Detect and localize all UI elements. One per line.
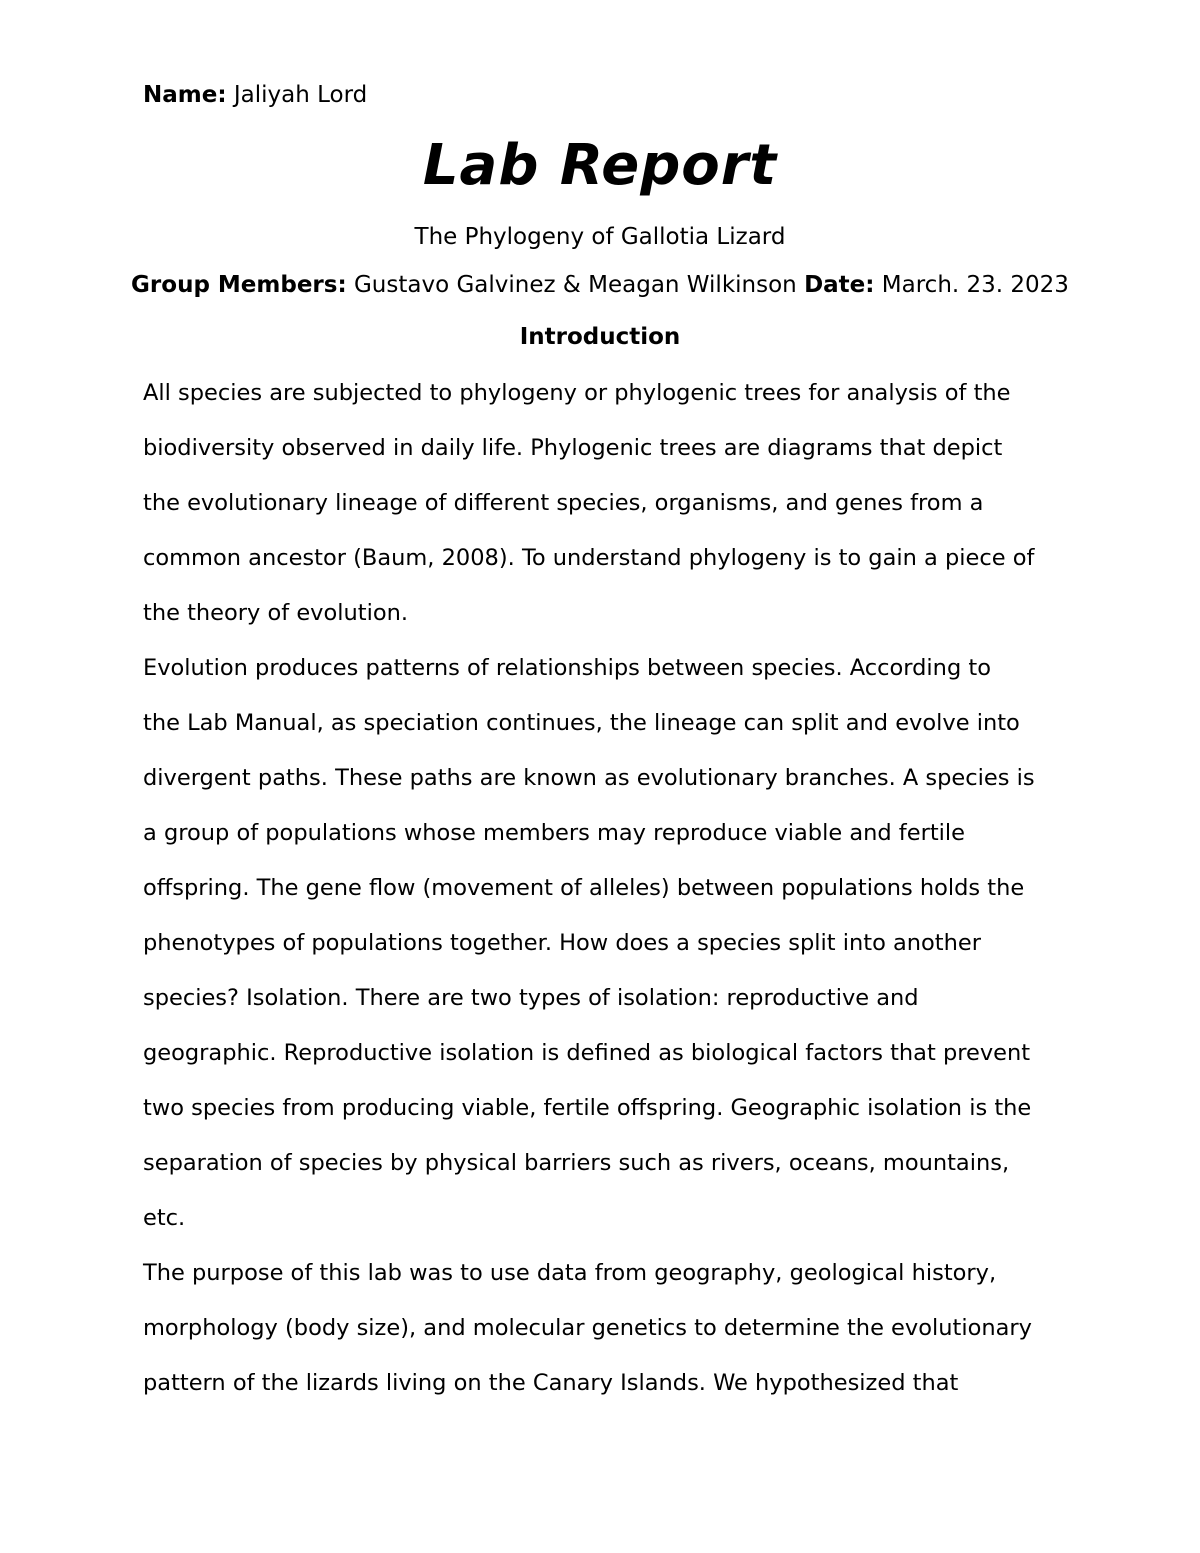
name-label: Name: [143, 82, 227, 108]
group-members-label: Group Members: [131, 272, 347, 298]
body-line: Evolution produces patterns of relationships between species. According to [143, 655, 991, 681]
page-title: Lab Report [422, 133, 778, 198]
body-line: pattern of the lizards living on the Canary Islands. We hypothesized that [143, 1370, 959, 1396]
body-line: biodiversity observed in daily life. Phylogenic trees are diagrams that depict [143, 435, 1003, 461]
body-line: separation of species by physical barriers such as rivers, oceans, mountains, [143, 1150, 1010, 1176]
body-line: the evolutionary lineage of different species, organisms, and genes from a [143, 490, 984, 516]
body-line: etc. [143, 1205, 186, 1231]
body-line: the Lab Manual, as speciation continues, the lineage can split and evolve into [143, 710, 1020, 736]
group-members-value: Gustavo Galvinez & Meagan Wilkinson [353, 272, 797, 298]
body-line: the theory of evolution. [143, 600, 409, 626]
body-line: geographic. Reproductive isolation is defined as biological factors that prevent [143, 1040, 1031, 1066]
student-name-line [143, 80, 367, 110]
date-label: Date: [804, 272, 875, 298]
body-line: common ancestor (Baum, 2008). To understand phylogeny is to gain a piece of [143, 545, 1035, 571]
report-subtitle: The Phylogeny of Gallotia Lizard [414, 224, 786, 250]
date-value: March. 23. 2023 [881, 272, 1069, 298]
body-line: offspring. The gene flow (movement of alleles) between populations holds the [143, 875, 1025, 901]
body-line: phenotypes of populations together. How does a species split into another [143, 930, 981, 956]
body-line: two species from producing viable, fertile offspring. Geographic isolation is the [143, 1095, 1032, 1121]
name-value: Jaliyah Lord [233, 82, 368, 108]
body-line: All species are subjected to phylogeny or phylogenic trees for analysis of the [143, 380, 1011, 406]
body-line: The purpose of this lab was to use data from geography, geological history, [143, 1260, 997, 1286]
body-line: a group of populations whose members may reproduce viable and fertile [143, 820, 965, 846]
body-line: species? Isolation. There are two types of isolation: reproductive and [143, 985, 919, 1011]
body-line: divergent paths. These paths are known as evolutionary branches. A species is [143, 765, 1035, 791]
introduction-heading: Introduction [519, 324, 681, 350]
body-line: morphology (body size), and molecular genetics to determine the evolutionary [143, 1315, 1032, 1341]
introduction-body [143, 366, 1063, 1411]
group-date-line [0, 270, 1200, 300]
